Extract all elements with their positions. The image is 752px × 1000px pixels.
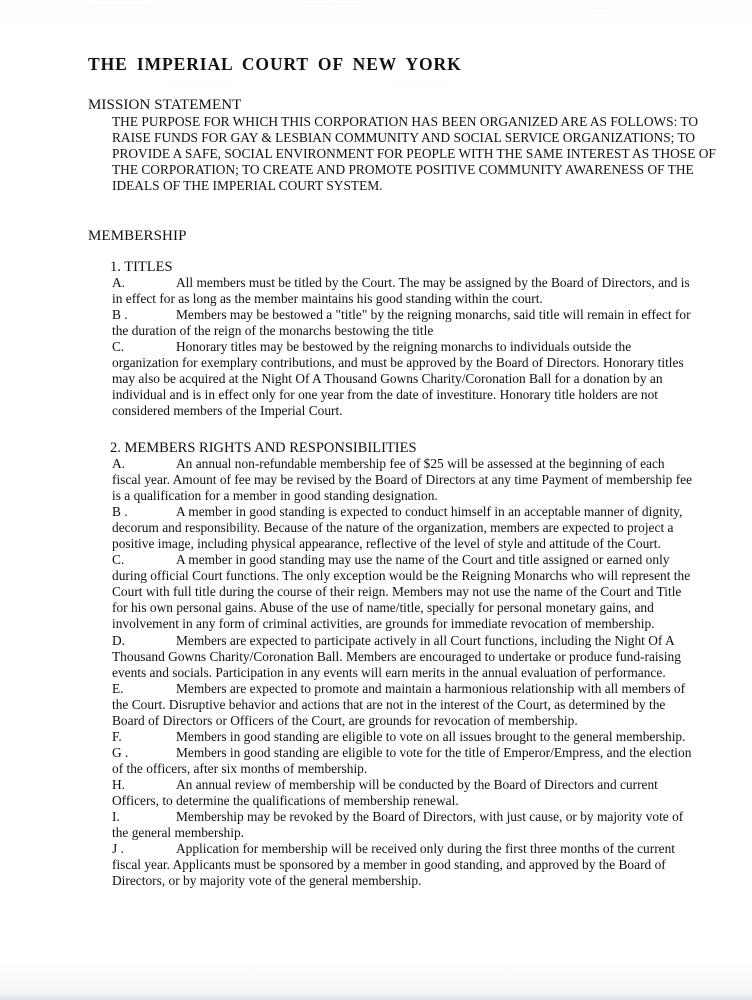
- clause-text: All members must be titled by the Court. The may be assigned by the Board of Directors, and is in effect for as long as the member maintains his good standing within the court.: [112, 275, 690, 307]
- clause-item: [112, 307, 696, 339]
- clause-marker: C.: [112, 552, 125, 568]
- clause-marker: J .: [112, 841, 124, 857]
- clause-item: [112, 339, 696, 419]
- clause-text: An annual review of membership will be conducted by the Board of Directors and current Officers, to determine the qualifications of membership renewal.: [112, 776, 658, 808]
- scan-artifact-bottom-edge: [0, 994, 752, 1000]
- clause-marker: A.: [112, 275, 126, 290]
- clause-text: Honorary titles may be bestowed by the reigning monarchs to individuals outside the organization for exemplary contributions, and must be approved by the Board of Directors. Honorary titles may also be acquired at the Night Of A Thousand Gowns Charity/Coronation Ball for a donation by an individual and is in effect only for one year from the date of investiture. Honorary title holders are not considered members of the Imperial Court.: [112, 339, 684, 419]
- section-heading-rights: 2. MEMBERS RIGHTS AND RESPONSIBILITIES: [110, 440, 417, 456]
- clause-text: Members in good standing are eligible to vote for the title of Emperor/Empress, and the election of the officers, after six months of membership.: [112, 744, 692, 776]
- rights-clause-list: [88, 456, 696, 889]
- scan-artifact-top: [0, 0, 752, 34]
- clause-marker: D.: [112, 632, 126, 648]
- clause-marker: E.: [112, 680, 124, 696]
- clause-text: A member in good standing is expected to conduct himself in an acceptable manner of dignity, decorum and responsibility. Because of the nature of the organization, members are expected to project a positive image, including physical appearance, reflective of the level of style and attitude of the Court.: [112, 504, 683, 552]
- scan-artifact-upper: [0, 78, 752, 90]
- clause-marker: H.: [112, 776, 126, 792]
- mission-statement-heading: MISSION STATEMENT: [88, 97, 242, 113]
- section-heading-titles: 1. TITLES: [110, 259, 173, 275]
- clause-item: [112, 729, 696, 745]
- clause-item: [112, 504, 696, 552]
- clause-item: [112, 456, 696, 504]
- clause-text: Application for membership will be received only during the first three months of the current fiscal year. Applicants must be sponsored by a member in good standing, and approved by the Board of Directors, or by majority vote of the general membership.: [112, 841, 676, 889]
- clause-marker: B .: [112, 504, 128, 520]
- clause-marker: A.: [112, 456, 126, 471]
- clause-item: [112, 633, 696, 681]
- clause-text: A member in good standing may use the name of the Court and title assigned or earned only during official Court functions. The only exception would be the Reigning Monarchs who will represent the Court with full title during the course of their reign. Members may not use the name of the Court and Title for his own personal gains. Abuse of the use of name/title, specially for personal monetary gains, and involvement in any form of criminal activities, are grounds for immediate revocation of membership.: [112, 552, 691, 632]
- clause-marker: B .: [112, 307, 128, 323]
- clause-item: [112, 681, 696, 729]
- membership-heading: MEMBERSHIP: [88, 228, 187, 244]
- clause-item: [112, 777, 696, 809]
- clause-item: [112, 275, 696, 307]
- clause-text: Members are expected to participate actively in all Court functions, including the Night Of A Thousand Gowns Charity/Coronation Ball. Members are encouraged to undertake or produce fund-raising events and socials. Participation in any events will earn merits in the annual evaluation of performance.: [112, 632, 681, 680]
- clause-marker: G .: [112, 744, 129, 760]
- titles-clause-list: [88, 275, 696, 419]
- clause-text: Membership may be revoked by the Board of Directors, with just cause, or by majority vote of the general membership.: [112, 809, 684, 841]
- document-title: THE IMPERIAL COURT OF NEW YORK: [88, 54, 462, 74]
- clause-item: [112, 809, 696, 841]
- clause-item: [112, 552, 696, 632]
- clause-marker: C.: [112, 339, 125, 355]
- clause-text: Members are expected to promote and maintain a harmonious relationship with all members of the Court. Disruptive behavior and actions that are not in the interest of the Court, as determined by the Board of Directors or Officers of the Court, are grounds for revocation of membership.: [112, 680, 686, 728]
- clause-text: An annual non-refundable membership fee of $25 will be assessed at the beginning of each fiscal year. Amount of fee may be revised by the Board of Directors at any time Payment of membership fee is a qualification for a member in good standing designation.: [112, 456, 693, 504]
- clause-text: Members may be bestowed a "title" by the reigning monarchs, said title will remain in effect for the duration of the reign of the monarchs bestowing the title: [112, 307, 691, 339]
- clause-marker: I.: [112, 809, 120, 825]
- clause-item: [112, 841, 696, 889]
- clause-item: [112, 745, 696, 777]
- mission-statement-body: THE PURPOSE FOR WHICH THIS CORPORATION HAS BEEN ORGANIZED ARE AS FOLLOWS: TO RAISE FUNDS FOR GAY & LESBIAN COMMUNITY AND SOCIAL SERVICE ORGANIZATIONS; TO PROVIDE A SAFE, SOCIAL ENVIRONMENT FOR PEOPLE WITH THE SAME INTEREST AS THOSE OF THE CORPORATION; TO CREATE AND PROMOTE POSITIVE COMMUNITY AWARENESS OF THE IDEALS OF THE IMPERIAL COURT SYSTEM.: [112, 114, 716, 194]
- clause-marker: F.: [112, 728, 122, 744]
- clause-text: Members in good standing are eligible to vote on all issues brought to the general membership.: [176, 728, 686, 744]
